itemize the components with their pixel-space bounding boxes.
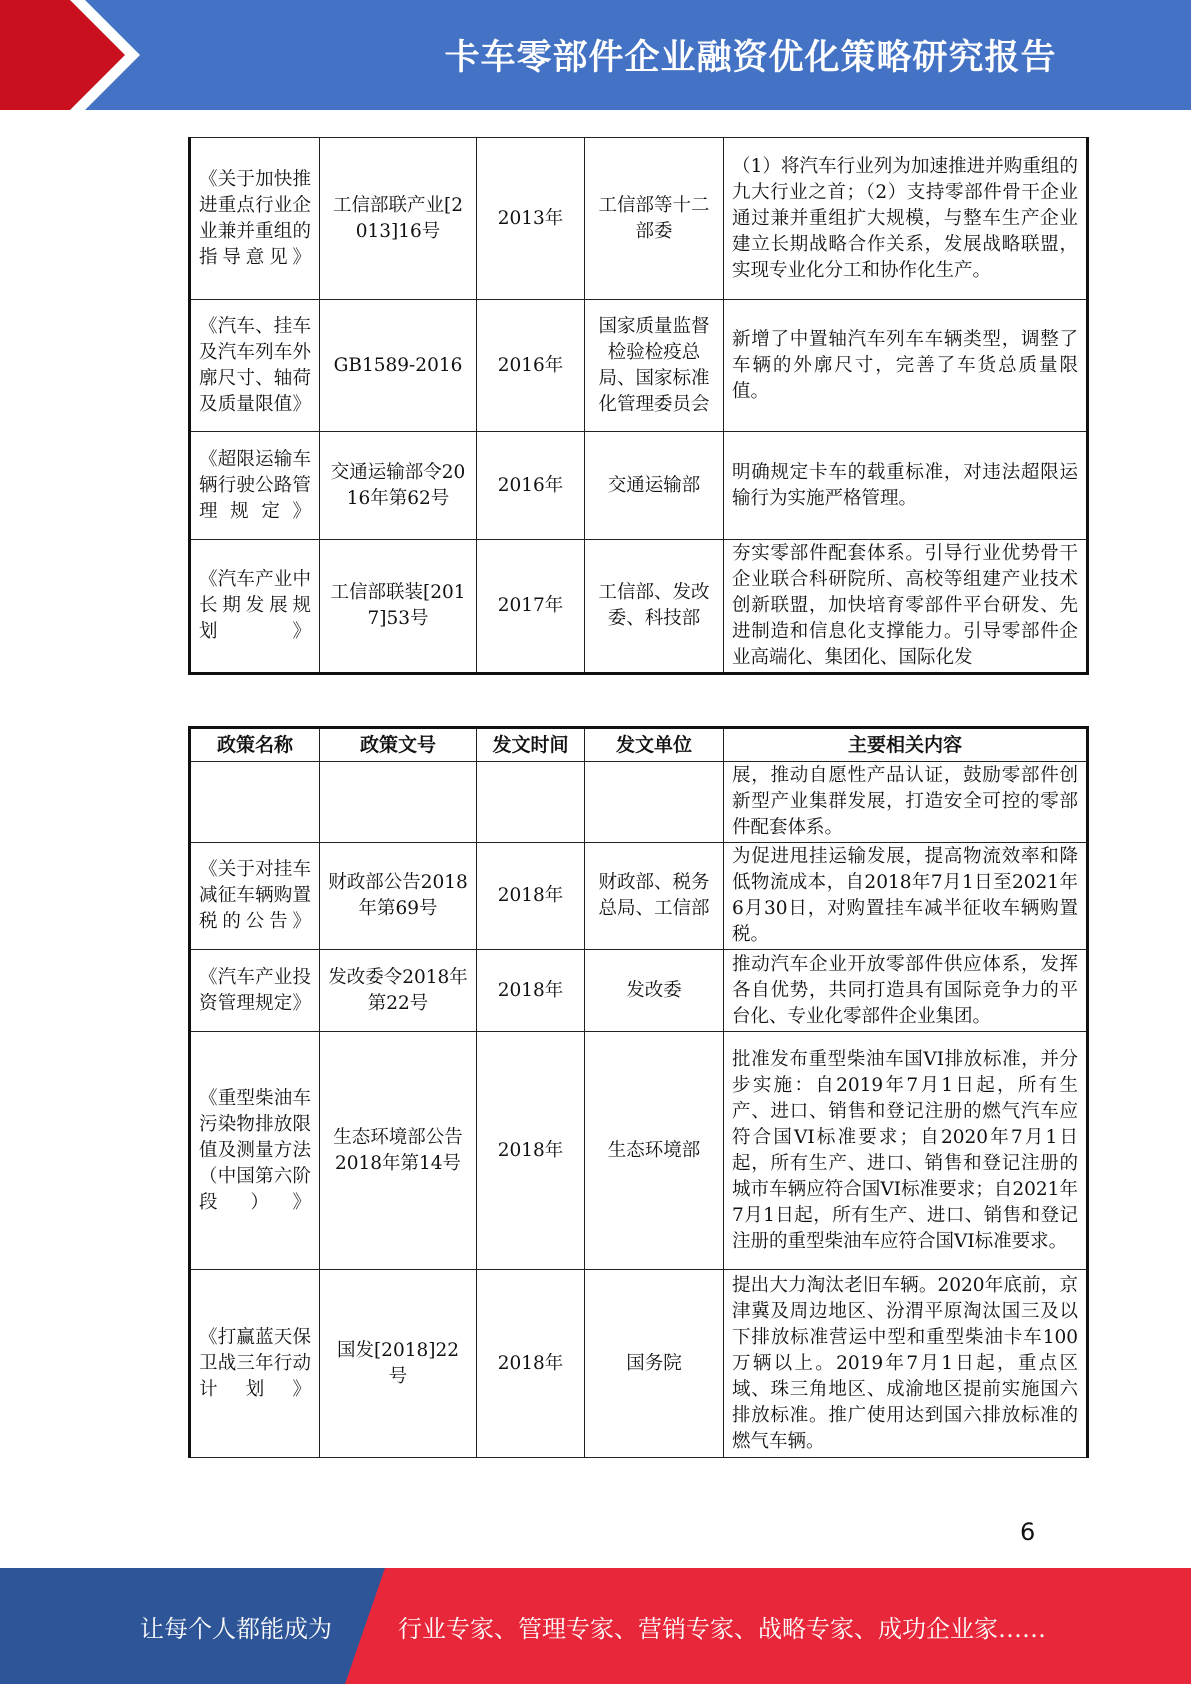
- document-number: 工信部联产业[2013]16号: [320, 138, 477, 300]
- document-number: 生态环境部公告2018年第14号: [320, 1032, 477, 1270]
- table-row: [190, 300, 1088, 432]
- policy-name: 《汽车产业投资管理规定》: [190, 950, 320, 1032]
- header-document-number: 政策文号: [320, 728, 477, 762]
- header-main-content: 主要相关内容: [724, 728, 1088, 762]
- main-content: 推动汽车企业开放零部件供应体系，发挥各自优势，共同打造具有国际竞争力的平台化、专业化零部件企业集团。: [724, 950, 1088, 1032]
- header-policy-name: 政策名称: [190, 728, 320, 762]
- issuing-authority: 国家质量监督检验检疫总局、国家标准化管理委员会: [585, 300, 724, 432]
- policy-name: 《汽车、挂车及汽车列车外廓尺寸、轴荷及质量限值》: [190, 300, 320, 432]
- issue-year: 2013年: [477, 138, 585, 300]
- policy-table: [188, 726, 1089, 1458]
- document-number: 发改委令2018年第22号: [320, 950, 477, 1032]
- empty-cell: [320, 762, 477, 843]
- issuing-authority: 发改委: [585, 950, 724, 1032]
- main-content: （1）将汽车行业列为加速推进并购重组的九大行业之首；（2）支持零部件骨干企业通过兼并重组扩大规模，与整车生产企业建立长期战略合作关系，发展战略联盟，实现专业化分工和协作化生产。: [724, 138, 1088, 300]
- main-content: 批准发布重型柴油车国VI排放标准，并分步实施：自2019年7月1日起，所有生产、进口、销售和登记注册的燃气汽车应符合国VI标准要求；自2020年7月1日起，所有生产、进口、销售和登记注册的城市车辆应符合国VI标准要求；自2021年7月1日起，所有生产、进口、销售和登记注册的重型柴油车应符合国VI标准要求。: [724, 1032, 1088, 1270]
- table-row: [190, 843, 1088, 950]
- issue-year: 2016年: [477, 432, 585, 540]
- table-row: [190, 138, 1088, 300]
- issuing-authority: 国务院: [585, 1270, 724, 1458]
- header-arrow-decoration: [0, 0, 160, 110]
- table-row: [190, 432, 1088, 540]
- main-content: 夯实零部件配套体系。引导行业优势骨干企业联合科研院所、高校等组建产业技术创新联盟，加快培育零部件平台研发、先进制造和信息化支撑能力。引导零部件企业高端化、集团化、国际化发: [724, 540, 1088, 674]
- footer-slogan-right: 行业专家、管理专家、营销专家、战略专家、成功企业家……: [398, 1614, 1046, 1643]
- issue-year: 2018年: [477, 1032, 585, 1270]
- table-row: [190, 1270, 1088, 1458]
- document-number: 交通运输部令2016年第62号: [320, 432, 477, 540]
- document-number: 国发[2018]22号: [320, 1270, 477, 1458]
- table-row: [190, 950, 1088, 1032]
- issue-year: 2018年: [477, 843, 585, 950]
- document-number: GB1589-2016: [320, 300, 477, 432]
- issuing-authority: 财政部、税务总局、工信部: [585, 843, 724, 950]
- issue-year: 2018年: [477, 1270, 585, 1458]
- issue-year: 2016年: [477, 300, 585, 432]
- header-issue-time: 发文时间: [477, 728, 585, 762]
- table-row: [190, 762, 1088, 843]
- header-issuing-authority: 发文单位: [585, 728, 724, 762]
- empty-cell: [585, 762, 724, 843]
- issuing-authority: 交通运输部: [585, 432, 724, 540]
- main-content: 明确规定卡车的载重标准，对违法超限运输行为实施严格管理。: [724, 432, 1088, 540]
- policy-name: 《关于对挂车减征车辆购置税的公告》: [190, 843, 320, 950]
- document-number: 财政部公告2018年第69号: [320, 843, 477, 950]
- footer-slogan-left: 让每个人都能成为: [140, 1614, 332, 1643]
- issue-year: 2018年: [477, 950, 585, 1032]
- empty-cell: [190, 762, 320, 843]
- issuing-authority: 工信部、发改委、科技部: [585, 540, 724, 674]
- table-row: [190, 540, 1088, 674]
- policy-name: 《关于加快推进重点行业企业兼并重组的指导意见》: [190, 138, 320, 300]
- main-content: 提出大力淘汰老旧车辆。2020年底前，京津冀及周边地区、汾渭平原淘汰国三及以下排放标准营运中型和重型柴油卡车100万辆以上。2019年7月1日起，重点区域、珠三角地区、成渝地区提前实施国六排放标准。推广使用达到国六排放标准的燃气车辆。: [724, 1270, 1088, 1458]
- policy-name: 《打赢蓝天保卫战三年行动计划》: [190, 1270, 320, 1458]
- policy-name: 《重型柴油车污染物排放限值及测量方法（中国第六阶段）》: [190, 1032, 320, 1270]
- issuing-authority: 生态环境部: [585, 1032, 724, 1270]
- policy-table-continued: [188, 137, 1089, 675]
- policy-name: 《超限运输车辆行驶公路管理规定》: [190, 432, 320, 540]
- issue-year: 2017年: [477, 540, 585, 674]
- footer-band: [0, 1568, 1191, 1684]
- header-band: [0, 0, 1191, 110]
- policy-name: 《汽车产业中长期发展规划》: [190, 540, 320, 674]
- issuing-authority: 工信部等十二部委: [585, 138, 724, 300]
- report-title: 卡车零部件企业融资优化策略研究报告: [444, 38, 1057, 78]
- document-number: 工信部联装[2017]53号: [320, 540, 477, 674]
- main-content: 为促进甩挂运输发展，提高物流效率和降低物流成本，自2018年7月1日至2021年6月30日，对购置挂车减半征收车辆购置税。: [724, 843, 1088, 950]
- table-header-row: [190, 728, 1088, 762]
- main-content: 新增了中置轴汽车列车车辆类型，调整了车辆的外廓尺寸，完善了车货总质量限值。: [724, 300, 1088, 432]
- main-content-continuation: 展，推动自愿性产品认证，鼓励零部件创新型产业集群发展，打造安全可控的零部件配套体系。: [724, 762, 1088, 843]
- table-row: [190, 1032, 1088, 1270]
- empty-cell: [477, 762, 585, 843]
- page-number: 6: [1020, 1518, 1036, 1546]
